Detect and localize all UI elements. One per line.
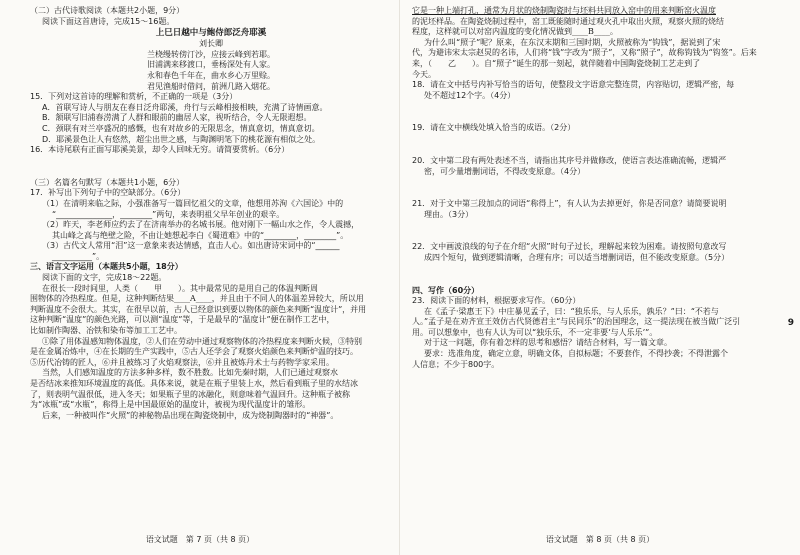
question-stem: 23．阅读下面的材料，根据要求写作。（60分） — [412, 296, 581, 306]
passage-line: 比如制作陶器、冶铁和染布等加工工艺中。 — [30, 326, 182, 336]
passage-line: 当然，人们感知温度的方法多种多样，数不胜数。比如先秦时期，人们已通过观察水 — [42, 368, 338, 378]
passage-line: 判断温度不会很大。其实，在很早以前，古人已经意识到要以物体的颜色来判断“温度计”，并用 — [30, 304, 367, 314]
poem-title: 上巳日越中与鲍侍郎泛舟耶溪 — [155, 28, 267, 39]
option: A．首联写诗人与朋友在春日泛舟耶溪，舟行与云峰相接相映，充满了诗情画意。 — [42, 102, 328, 112]
question-stem: 理由。（3分） — [424, 209, 474, 219]
passage-line: ⑤历代冶铸的匠人，⑥并且被练习了火焰观察法，⑥并且被炼丹术士与药物学家采用。 — [30, 357, 334, 367]
passage-line: 是否结冰来推知环境温度的高低。具体来说，就是在瓶子里装上水，然后看到瓶子里的水结冰 — [30, 379, 358, 388]
question-stem: 15．下列对这首诗的理解和赏析，不正确的一项是（3分） — [30, 92, 238, 102]
page-footer: 语文试题 第 7 页（共 8 页） — [145, 535, 255, 544]
passage-line: 是在金属冶炼中，④在长期的生产实践中，⑤古人还学会了观察火焰颜色来判断炉温的技巧。 — [30, 347, 358, 357]
poem-line: 兰桡缦转傍汀沙，应接云峰到若耶。 — [147, 49, 275, 59]
section-heading: （三）名篇名句默写（本题共1小题，6分） — [30, 177, 185, 187]
fill-blank-item: __________”。 — [52, 251, 105, 261]
question-stem: 21．对于文中第三段加点的词语“称得上”，有人认为去掉更好，你是否同意？请简要说明 — [412, 199, 727, 209]
fill-blank-item: （2）昨天，李老师应约去了在济南举办的名城书展。他对刚下一幅山水之作，令人震撼， — [42, 220, 360, 230]
question-stem: 20．文中第二段有两处表述不当，请指出其序号并做修改，使语言表达准确流畅，逻辑严 — [412, 155, 727, 165]
edge-number: 9 — [787, 318, 794, 328]
poem-line: 永和春色千年在，曲水乡心万里赊。 — [147, 70, 275, 80]
option: B．颔联写旧浦春涝满了人群和眼前的幽居人家，视听结合，令人无限遐想。 — [42, 113, 312, 123]
passage-line: 为“冰瓶”或“水瓶”，称得上是中国最原始的温度计，被视为现代温度计的雏形。 — [30, 400, 311, 410]
option: C．颈联有对兰亭盛况的感慨，也有对故乡的无限思念，情真意切，情真意切。 — [42, 123, 320, 133]
poem-line: 君见渔船时借问，前洲几路入烟花。 — [147, 81, 275, 91]
section-heading: （二）古代诗歌阅读（本题共2小题，9分） — [30, 6, 185, 15]
section-heading: 三、语言文字运用（本题共5小题，18分） — [30, 262, 183, 272]
fill-blank-item: （3）古代文人常用“泪”这一意象来表达情感，直击人心。如出唐诗宋词中的“______ — [42, 241, 340, 251]
question-stem: 成四个短句，做到逻辑清晰，合理有序；可以适当增删词语，但不能改变原意。（5分） — [424, 252, 730, 262]
passage-line: 在很长一段时间里，人类（ 甲 ）。其中最常见的是用自己的体温判断周 — [42, 283, 318, 293]
material-line: 人。”孟子是在劝齐宣王效仿古代贤德君主“与民同乐”的治国理念，这一提法现在被当做广泛引 — [412, 317, 741, 327]
passage-line: 代，为避讳宋太宗赵炅的名讳，人们将“钱”字改为“照子”，又称“照子”，故称钩钱为“钩签”。后来 — [412, 48, 757, 58]
page-footer: 语文试题 第 8 页（共 8 页） — [545, 535, 655, 544]
writing-requirements: 人信息；不少于800字。 — [412, 359, 500, 369]
question-stem: 22．文中画波浪线的句子在介绍“火照”时句子过长，理解起来较为困难。请按照句意改写 — [412, 242, 727, 252]
passage-line: 来，（ 乙 ）。自“照子”诞生的那一刻起，就伴随着中国陶瓷烧制工艺走到了 — [412, 58, 701, 68]
passage-line: 程度，这样就可以对窑内温度的变化情况做到____B____。 — [412, 27, 618, 37]
passage-line: 围物体的冷热程度。但是，这种判断结果____A____，并且由于不同人的体温差异较大，所以用 — [30, 294, 364, 304]
fill-blank-item: “______________，________”两句，来表明祖父早年创业的艰辛。 — [52, 209, 285, 219]
writing-prompt: 对于这一问题，你有着怎样的思考和感悟？请结合材料，写一篇文章。 — [424, 338, 672, 348]
passage-line: 了，则表明气温很低，进入冬天；如果瓶子里的冰融化，则意味着气温回升。这种瓶子被称 — [30, 389, 350, 399]
poem-line: 旧浦满来移渡口，垂杨深处有人家。 — [147, 60, 275, 70]
section-heading: 四、写作（60分） — [412, 285, 480, 295]
question-stem: 16．本诗尾联有正面写耶溪美景，却令人回味无穷。请简要赏析。（6分） — [30, 145, 290, 155]
material-line: 在《孟子·梁惠王下》中庄暴见孟子，曰：“独乐乐，与人乐乐，孰乐？”曰：“不若与 — [424, 306, 719, 316]
passage-line: 这种判断“温度”的颜色光路，可以测“温度”等，于是最早的“温度计”便在制作工艺中， — [30, 315, 335, 325]
question-stem: 19．请在文中横线处填入恰当的成语。（2分） — [412, 123, 576, 133]
question-stem: 18．请在文中括号内补写恰当的语句，使整段文字语意完整连贯，内容贴切，逻辑严密，每 — [412, 80, 735, 90]
poem-author: 刘长卿 — [199, 39, 223, 49]
fill-blank-item: （1）在清明来临之际，小强准备写一篇回忆祖父的文章，他想用苏洵《六国论》中的 — [42, 198, 344, 208]
question-stem: 处不超过12个字。（4分） — [424, 90, 516, 100]
option: D．耶溪景色让人有悠然，超尘出世之感，与陶渊明笔下的桃花源有相似之处。 — [42, 134, 321, 144]
passage-line: 后来，一种被叫作“火照”的神秘物品出现在陶瓷烧制中，成为烧制陶器时的“神器”。 — [42, 410, 339, 420]
writing-requirements: 要求：选准角度，确定立意，明确文体，自拟标题；不要套作，不得抄袭；不得泄露个 — [424, 349, 728, 359]
question-stem: 密，可少量增删词语，不得改变原意。（4分） — [424, 166, 586, 176]
passage-line: 的泥坯样品。在陶瓷烧制过程中，窑工既能随时通过观火孔中取出火照，观察火照的烧结 — [412, 16, 724, 26]
question-stem: 17．补写出下列句子中的空缺部分。（6分） — [30, 188, 186, 198]
passage-line: 它是一种上端打孔，通常为月状的烧制陶瓷时与坯料共同放入窑中的用来判断窑火温度 — [412, 6, 716, 15]
instruction: 阅读下面的文字，完成18～22题。 — [42, 273, 167, 283]
page-8 — [400, 0, 800, 555]
passage-line: 今天。 — [412, 69, 436, 79]
material-line: 用。可以想象中，也有人认为可以“独乐乐，不一定非要‘与人乐乐’”。 — [412, 327, 658, 337]
fill-blank-item: 其山峰之高与绝壁之险，不由让她想起李白《蜀道难》中的“________，________”。 — [52, 230, 349, 240]
instruction: 阅读下面这首唐诗，完成15～16题。 — [42, 16, 175, 26]
passage-line: 为什么叫“照子”呢？原来，在东汉末期和三国时期，火照被称为“钩钱”，据说到了宋 — [424, 37, 721, 47]
passage-line: ①除了用体温感知物体温度，②人们在劳动中通过观察物体的冷热程度来判断火候，③特别 — [42, 336, 362, 346]
